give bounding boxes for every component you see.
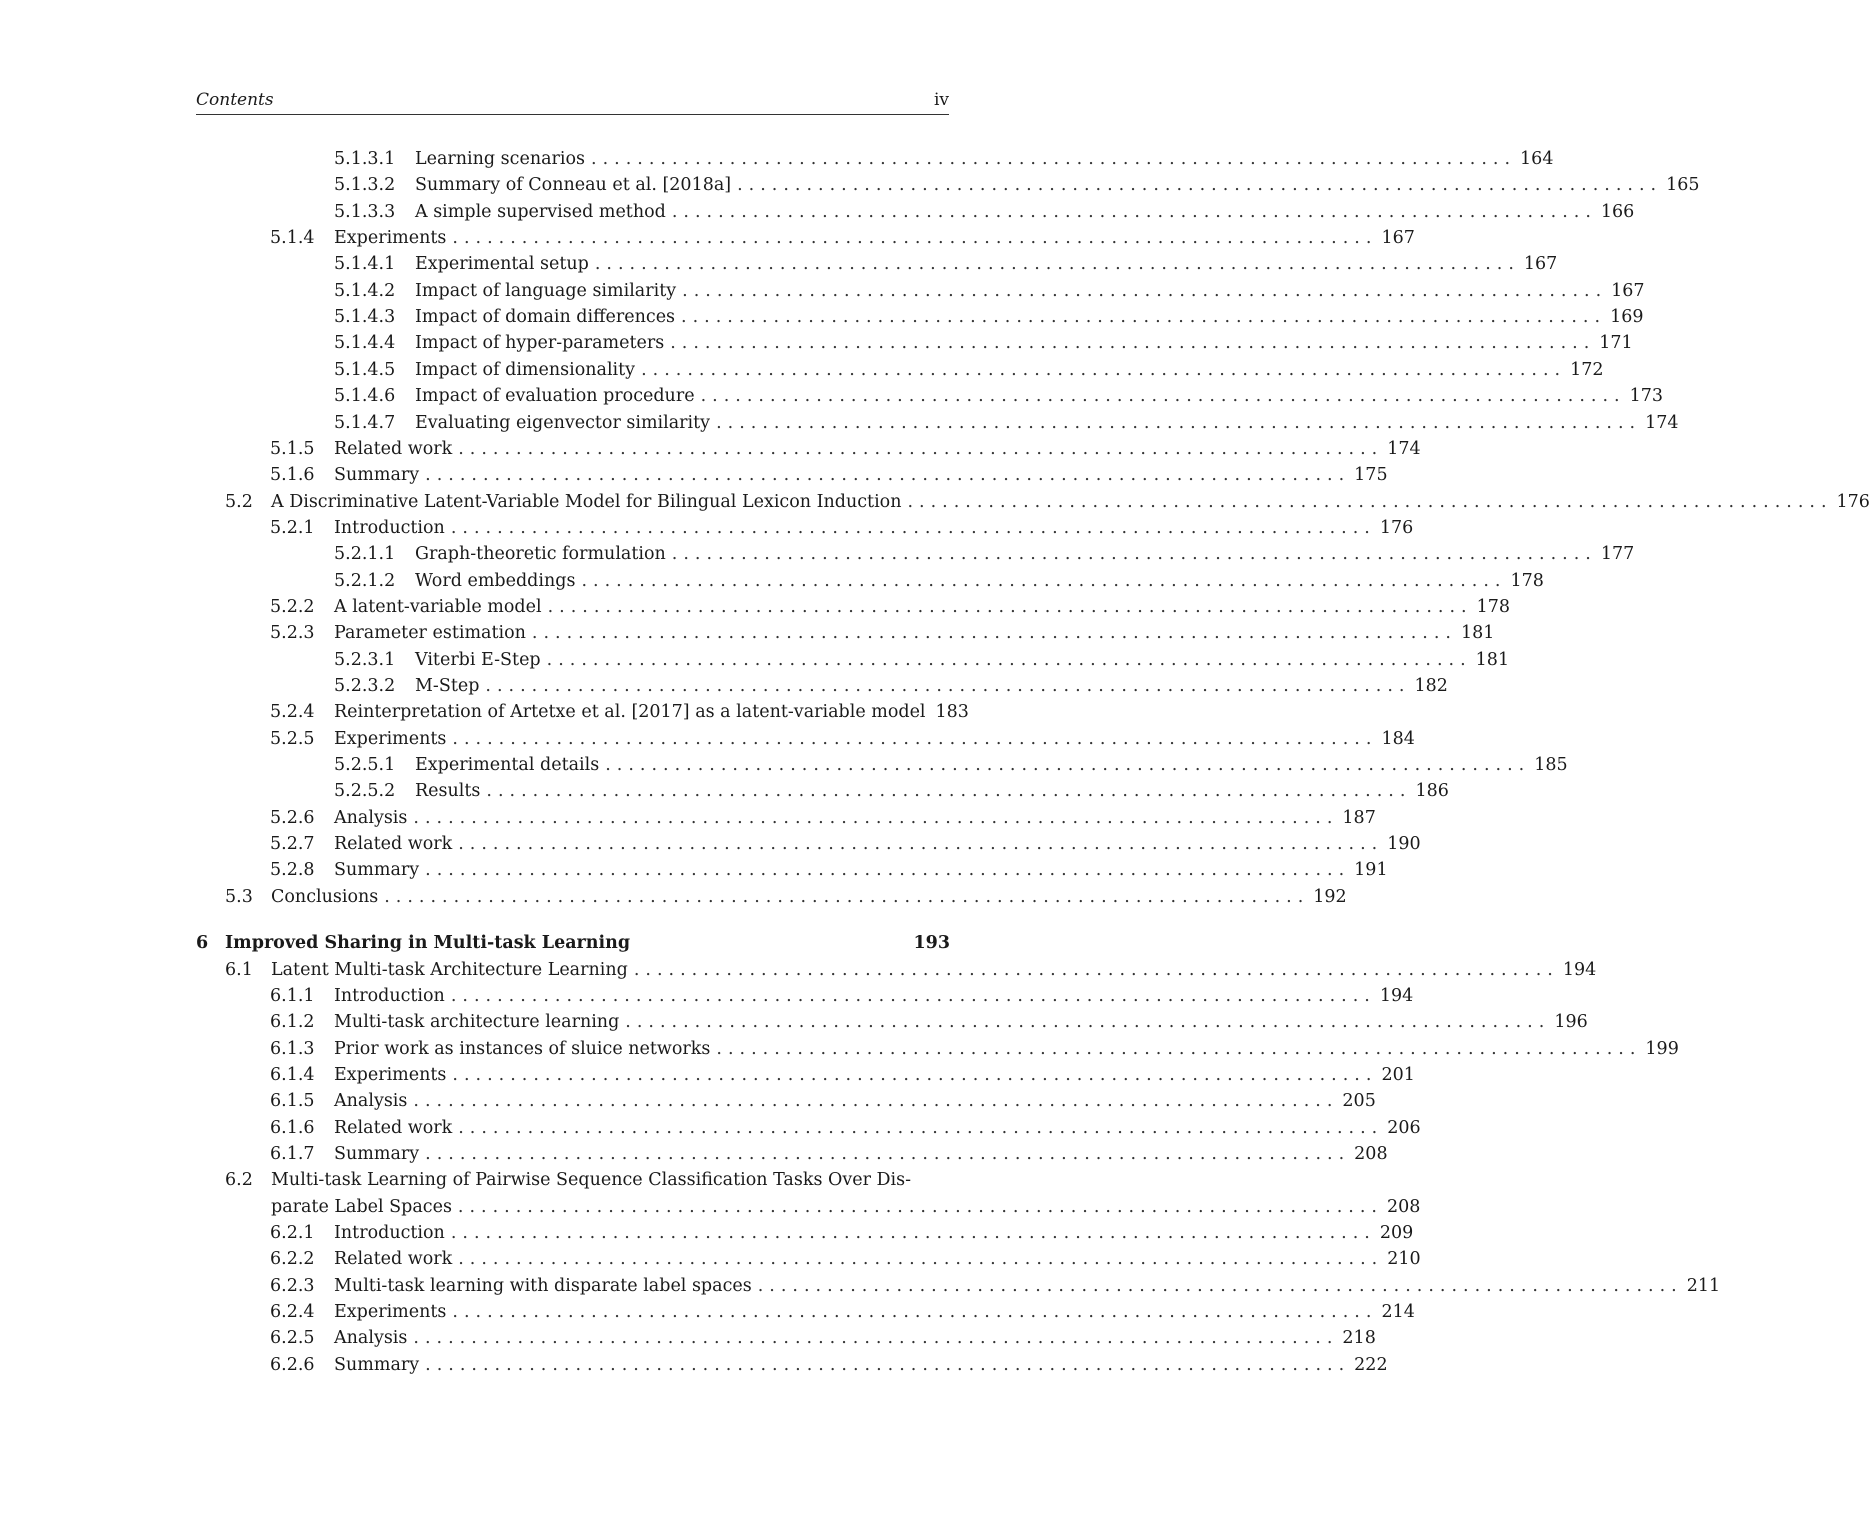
toc-entry-title: Summary of Conneau et al. [2018a] [415,175,732,196]
toc-entry-page: 165 [1666,175,1700,196]
dot-leader: ................................................................................ [458,1249,1384,1270]
toc-entry[interactable] [0,172,1700,198]
toc-entry-title: Summary [334,465,420,486]
toc-entry[interactable] [0,199,1635,225]
dot-leader: ................................................................................ [757,1275,1683,1296]
toc-entry-page: 206 [1387,1117,1421,1138]
toc-entry-page: 210 [1387,1249,1421,1270]
toc-entry[interactable] [0,805,1376,831]
toc-entry-page: 181 [1475,649,1510,670]
toc-entry-page: 205 [1342,1091,1376,1112]
toc-entry[interactable] [0,647,1510,673]
header-title: Contents [196,90,274,110]
toc-entry-page: 214 [1381,1302,1415,1323]
toc-entry[interactable] [0,983,1414,1009]
toc-entry[interactable] [0,1325,1376,1351]
dot-leader: ................................................................................ [633,959,1559,980]
toc-entry-title: Viterbi E-Step [415,649,541,670]
toc-entry-page: 175 [1354,465,1388,486]
toc-entry-title: Reinterpretation of Artetxe et al. [2017] as a latent-variable model [334,702,926,723]
toc-entry-number: 5.2 [225,491,253,512]
toc-entry-page: 167 [1381,228,1415,249]
toc-entry-title: Impact of evaluation procedure [415,386,695,407]
toc-entry-title: Introduction [334,985,445,1006]
toc-entry-title: Analysis [334,1091,408,1112]
toc-entry-number: 6.1.5 [270,1091,315,1112]
dot-leader: ................................................................................ [681,307,1607,328]
dot-leader: ................................................................................ [907,491,1833,512]
dot-leader: ................................................................................ [716,412,1642,433]
toc-entry[interactable] [0,1009,1588,1035]
toc-entry-page: 186 [1415,781,1449,802]
toc-entry-page: 194 [1379,985,1414,1006]
toc-entry-title: Summary [334,1354,420,1375]
toc-entry-title: A Discriminative Latent-Variable Model for Bilingual Lexicon Induction [271,491,902,512]
toc-entry-title: Introduction [334,1223,445,1243]
toc-entry-number: 5.1.4.1 [334,254,396,275]
dot-leader: ................................................................................ [682,280,1608,301]
toc-entry[interactable] [0,884,1347,910]
toc-entry-title: Evaluating eigenvector similarity [415,412,711,433]
toc-entry-page: 209 [1379,1223,1414,1243]
toc-entry-title: Experimental setup [415,254,589,275]
toc-entry-page: 199 [1645,1038,1679,1059]
toc-entry[interactable] [0,568,1544,594]
toc-entry-page: 167 [1611,280,1645,301]
toc-entry-page: 174 [1387,438,1421,459]
toc-entry-title: Improved Sharing in Multi-task Learning [225,933,631,954]
toc-entry-number: 5.2.1.2 [334,570,396,591]
toc-entry-number: 5.1.4.7 [334,412,396,433]
toc-entry-page: 177 [1600,544,1635,565]
toc-entry[interactable] [0,146,1554,172]
toc-entry-page: 196 [1554,1012,1588,1033]
toc-entry-title: Introduction [334,517,445,538]
toc-entry-number: 5.1.4.5 [334,359,396,380]
toc-entry-title: Impact of language similarity [415,280,677,301]
toc-entry-page: 167 [1523,254,1558,275]
toc-entry[interactable] [0,251,1558,277]
toc-entry[interactable] [0,462,1388,488]
toc-entry[interactable] [0,857,1388,883]
toc-entry-number: 5.2.5 [270,728,315,749]
toc-entry-title: Impact of domain differences [415,307,676,328]
dot-leader: ................................................................................ [458,1117,1384,1138]
toc-entry-title: Impact of dimensionality [415,359,636,380]
toc-entry-number: 6.2.6 [270,1354,315,1375]
dot-leader: ................................................................................ [425,1143,1351,1164]
toc-entry-number: 6.2.4 [270,1302,315,1323]
toc-entry-title: Experiments [334,1302,447,1323]
toc-entry-page: 194 [1562,959,1597,980]
toc-entry[interactable] [0,1220,1414,1246]
toc-entry-title: Graph-theoretic formulation [415,544,666,565]
dot-leader: ................................................................................ [605,755,1531,776]
toc-entry-number: 6 [196,933,209,954]
toc-entry-page: 182 [1414,676,1448,696]
toc-entry[interactable] [0,726,1415,752]
toc-entry-number: 5.1.4.6 [334,386,396,407]
dot-leader: ................................................................................ [625,1012,1551,1033]
toc-entry-page: 193 [913,933,950,954]
toc-entry-number: 6.1.6 [270,1117,315,1138]
header-page-number: iv [933,90,949,110]
toc-entry-number: 5.2.3.2 [334,676,396,696]
toc-entry[interactable] [0,1273,1721,1299]
toc-entry-title: Related work [334,1117,453,1138]
toc-entry-title: Multi-task Learning of Pairwise Sequence Classification Tasks Over Dis- [271,1170,912,1191]
toc-entry[interactable] [0,383,1663,409]
dot-leader: ................................................................................ [452,228,1378,249]
toc-entry-continuation[interactable] [0,1194,1421,1220]
toc-entry-page: 192 [1313,886,1347,907]
toc-entry[interactable] [0,752,1568,778]
toc-entry-number: 5.2.1.1 [334,544,396,565]
toc-entry-number: 6.2.1 [270,1223,315,1243]
toc-entry-page: 208 [1354,1143,1388,1164]
toc-entry-number: 5.2.7 [270,834,315,855]
toc-entry-number: 5.2.4 [270,702,315,723]
dot-leader: ................................................................................ [531,623,1457,644]
toc-entry[interactable] [0,225,1415,251]
toc-entry[interactable] [0,1115,1421,1141]
toc-entry[interactable] [0,357,1604,383]
toc-entry-title: A latent-variable model [334,596,542,617]
toc-entry-number: 5.2.5.2 [334,781,396,802]
toc-entry[interactable] [0,778,1449,804]
dot-leader: ................................................................................ [450,517,1376,538]
dot-leader: ................................................................................ [425,1354,1351,1375]
toc-entry-page: 178 [1476,596,1510,617]
toc-entry-number: 6.2.2 [270,1249,315,1270]
toc-entry-title: Impact of hyper-parameters [415,333,665,354]
toc-entry-page: 173 [1629,386,1663,407]
toc-entry[interactable] [0,1141,1388,1167]
toc-entry-number: 5.2.8 [270,860,315,881]
toc-entry-title: Results [415,781,481,802]
toc-entry-title: Related work [334,834,453,855]
toc-entry[interactable] [0,1036,1679,1062]
toc-entry-page: 178 [1510,570,1544,591]
dot-leader: ................................................................................ [671,201,1597,222]
dot-leader: ................................................................................ [384,886,1310,907]
toc-entry-page: 211 [1686,1275,1721,1296]
toc-entry-title: Experiments [334,228,447,249]
toc-entry[interactable] [0,673,1448,699]
toc-entry-page: 184 [1381,728,1415,749]
toc-entry-page: 164 [1520,149,1554,169]
toc-entry-number: 5.1.4.3 [334,307,396,328]
toc-entry-page: 171 [1599,333,1633,354]
toc-entry-page: 174 [1645,412,1679,433]
toc-entry[interactable] [0,515,1414,541]
toc-entry-number: 5.2.3.1 [334,649,396,670]
toc-entry[interactable] [0,1088,1376,1114]
toc-entry-title: Learning scenarios [415,149,586,169]
toc-entry-number: 6.2 [225,1170,253,1191]
toc-entry-title: Experimental details [415,755,600,776]
toc-entry[interactable] [0,957,1597,983]
toc-entry-title: Summary [334,860,420,881]
toc-entry-page: 208 [1386,1196,1421,1217]
toc-entry-page: 201 [1381,1064,1415,1085]
dot-leader: ................................................................................ [452,1064,1378,1085]
dot-leader: ................................................................................ [591,149,1517,169]
toc-entry-number: 5.2.6 [270,807,315,828]
dot-leader: ................................................................................ [546,649,1472,670]
toc-entry-title: A simple supervised method [415,201,666,222]
dot-leader: ................................................................................ [547,596,1473,617]
toc-entry-number: 6.1.4 [270,1064,315,1085]
toc-entry[interactable] [0,436,1421,462]
toc-entry-page: 166 [1600,201,1635,222]
toc-entry-number: 5.1.3.2 [334,175,396,196]
toc-entry[interactable] [0,304,1644,330]
dot-leader: ................................................................................ [716,1038,1642,1059]
toc-entry[interactable] [0,541,1635,567]
toc-entry-number: 6.1.3 [270,1038,315,1059]
toc-entry-title: Multi-task learning with disparate label spaces [334,1275,752,1296]
dot-leader: ................................................................................ [450,1223,1376,1243]
toc-entry[interactable] [0,489,1870,515]
dot-leader: ................................................................................ [425,465,1351,486]
running-header [196,88,949,115]
toc-entry-title: Analysis [334,1328,408,1349]
toc-entry-title: Experiments [334,1064,447,1085]
dot-leader: ................................................................................ [670,333,1596,354]
toc-entry-title: Summary [334,1143,420,1164]
toc-entry-number: 5.2.2 [270,596,315,617]
toc-entry-page: 176 [1836,491,1870,512]
dot-leader: ................................................................................ [413,1328,1339,1349]
toc-entry[interactable] [0,831,1421,857]
dot-leader: ................................................................................ [452,728,1378,749]
toc-entry-page: 222 [1354,1354,1388,1375]
toc-entry-number: 6.1.7 [270,1143,315,1164]
toc-entry-page: 191 [1354,860,1388,881]
toc-entry-number: 5.1.4.2 [334,280,396,301]
toc-entry-number: 5.1.3.3 [334,201,396,222]
dot-leader: ................................................................................ [700,386,1626,407]
toc-entry[interactable] [0,1352,1388,1378]
toc-entry-title: Related work [334,438,453,459]
toc-entry-page: 185 [1534,755,1568,776]
dot-leader: ................................................................................ [458,834,1384,855]
toc-entry[interactable] [0,594,1510,620]
toc-entry[interactable] [0,410,1679,436]
dot-leader: ................................................................................ [425,860,1351,881]
dot-leader: ................................................................................ [450,985,1376,1006]
toc-entry-title: Latent Multi-task Architecture Learning [271,959,628,980]
toc-entry-title: Experiments [334,728,447,749]
dot-leader: ................................................................................ [485,676,1411,696]
toc-entry-title: Analysis [334,807,408,828]
dot-leader: ................................................................................ [413,807,1339,828]
toc-entry-number: 5.2.1 [270,517,315,538]
toc-entry-number: 5.2.5.1 [334,755,396,776]
dot-leader: ................................................................................ [457,1196,1383,1217]
dot-leader: ................................................................................ [594,254,1520,275]
toc-entry[interactable] [0,699,1080,725]
toc-entry-number: 5.1.5 [270,438,315,459]
toc-entry[interactable] [0,1246,1421,1272]
toc-entry-page: 181 [1460,623,1495,644]
toc-entry-page: 218 [1342,1328,1376,1349]
toc-entry-title: M-Step [415,676,480,696]
toc-entry-number: 6.1.1 [270,985,315,1006]
toc-chapter-entry[interactable] [0,930,1080,956]
dot-leader: ................................................................................ [641,359,1567,380]
toc-entry-page: 183 [935,702,969,723]
toc-entry-number: 5.1.4 [270,228,315,249]
toc-entry[interactable] [0,1299,1415,1325]
toc-entry-title: Conclusions [271,886,379,907]
toc-entry-title: Word embeddings [415,570,576,591]
toc-entry-number: 6.1 [225,959,253,980]
toc-entry-title: Related work [334,1249,453,1270]
toc-entry-number: 6.1.2 [270,1012,315,1033]
dot-leader: ................................................................................ [452,1302,1378,1323]
toc-entry[interactable] [0,1062,1415,1088]
toc-entry-number: 5.3 [225,886,253,907]
toc-entry[interactable] [0,330,1633,356]
toc-entry-title-continuation: parate Label Spaces [271,1196,452,1217]
toc-entry-page: 176 [1379,517,1414,538]
dot-leader: ................................................................................ [581,570,1507,591]
toc-entry-title: Parameter estimation [334,623,526,644]
dot-leader: ................................................................................ [413,1091,1339,1112]
toc-entry-number: 6.2.5 [270,1328,315,1349]
toc-entry[interactable] [0,620,1495,646]
toc-entry-number: 5.1.3.1 [334,149,396,169]
toc-entry-number: 5.2.3 [270,623,315,644]
toc-entry-number: 6.2.3 [270,1275,315,1296]
toc-entry[interactable] [0,278,1645,304]
dot-leader: ................................................................................ [458,438,1384,459]
dot-leader: ................................................................................ [671,544,1597,565]
toc-entry-page: 187 [1342,807,1376,828]
toc-entry-page: 190 [1387,834,1421,855]
toc-entry-page: 169 [1610,307,1644,328]
toc-entry-title: Prior work as instances of sluice networks [334,1038,711,1059]
dot-leader: ................................................................................ [486,781,1412,802]
toc-entry[interactable] [0,1167,1080,1193]
toc-entry-title: Multi-task architecture learning [334,1012,620,1033]
toc-entry-number: 5.1.6 [270,465,315,486]
toc-entry-number: 5.1.4.4 [334,333,396,354]
toc-entry-page: 172 [1570,359,1604,380]
dot-leader: ................................................................................ [737,175,1663,196]
